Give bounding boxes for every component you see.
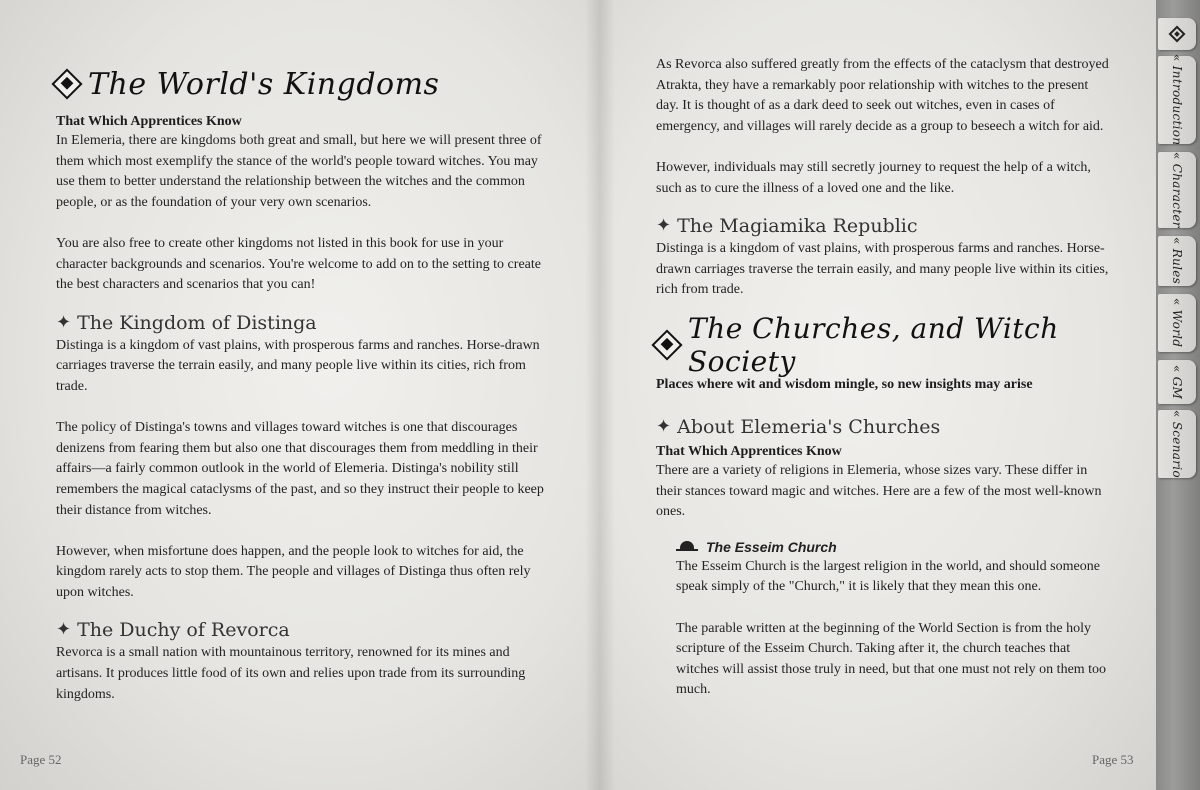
tab-scenario[interactable] (1158, 410, 1196, 478)
right-column (656, 55, 1112, 701)
tab-world[interactable] (1158, 294, 1196, 352)
tab-label: « Character (1170, 152, 1184, 228)
tab-label: « Introduction (1170, 54, 1184, 145)
section-title: The Magiamika Republic (677, 215, 918, 238)
sparkle-icon: ✦ (56, 311, 72, 333)
diamond-icon (51, 68, 82, 99)
page-number-right: Page 53 (1092, 752, 1134, 767)
lead-label: That Which Apprentices Know (656, 443, 842, 459)
section-title: The Kingdom of Distinga (77, 311, 317, 334)
distinga-paragraph-1: Distinga is a kingdom of vast plains, with prosperous farms and ranches. Horse-drawn carriages traverse the terrain easily, and many people live within its cities, rich from trade. (56, 337, 540, 394)
tab-gm[interactable] (1158, 360, 1196, 404)
tab-rules[interactable] (1158, 236, 1196, 286)
esseim-paragraph-2: The parable written at the beginning of the World Section is from the holy scripture of the Esseim Church. Taking after it, the church teaches that witches will assist those truly in need, but that one must not rely on them too much. (676, 620, 1107, 698)
revorca-paragraph: Revorca is a small nation with mountainous territory, renowned for its mines and artisans. It produces little food of its own and relies upon trade from its surrounding kingdoms. (56, 645, 526, 702)
sparkle-icon: ✦ (656, 415, 672, 437)
section-heading-magiamika (656, 213, 1112, 239)
tab-label: « Rules (1170, 237, 1184, 284)
subsection-heading-esseim (676, 537, 1112, 557)
churches-paragraph: There are a variety of religions in Elemeria, whose sizes vary. These differ in their stances toward magic and witches. Here are a few of the most well-known ones. (656, 462, 1102, 520)
tab-character[interactable] (1158, 152, 1196, 228)
distinga-paragraph-2: The policy of Distinga's towns and villages toward witches is one that discourages denizens from fearing them but also one that discourages them from meddling in their affairs—a fairly common outlook in the world of Elemeria. Distinga's nobility still remembers the magical cataclysms of the past, and so they instruct their people to keep their distance from witches. (56, 420, 544, 518)
chapter-tab-strip (1156, 0, 1200, 790)
chapter-title: The Churches, and Witch Society (688, 311, 1059, 378)
chapter-heading-churches (656, 311, 1112, 378)
tab-label: « GM (1170, 365, 1184, 399)
tab-label: « Scenario (1170, 410, 1184, 478)
chapter-heading-kingdoms (56, 62, 546, 106)
chapter-tagline: Places where wit and wisdom mingle, so new insights may arise (656, 376, 1033, 392)
tab-label: « World (1170, 298, 1184, 347)
church-emblem-icon (676, 541, 698, 553)
chapter-title: The World's Kingdoms (88, 66, 440, 102)
section-heading-distinga (56, 310, 546, 336)
tab-introduction[interactable] (1158, 56, 1196, 144)
right-page (600, 0, 1156, 790)
left-column (56, 62, 546, 705)
page-number-left: Page 52 (20, 752, 62, 767)
section-heading-churches (656, 414, 1112, 440)
revorca-continued-2: However, individuals may still secretly journey to request the help of a witch, such as to cure the illness of a loved one and the like. (656, 159, 1091, 196)
section-heading-revorca (56, 617, 546, 643)
page-gutter (585, 0, 615, 790)
esseim-paragraph-1: The Esseim Church is the largest religion in the world, and should someone speak simply of the "Church," it is likely that they mean this one. (676, 558, 1100, 595)
sparkle-icon: ✦ (56, 619, 72, 641)
intro-paragraph-1: In Elemeria, there are kingdoms both great and small, but here we will present three of them which most exemplify the stance of the world's people toward witches. You may use them to better understand the relationship between the witches and the common people, or as the foundation of your very own scenarios. (56, 133, 542, 210)
tab-home[interactable] (1158, 18, 1196, 50)
section-title: The Duchy of Revorca (77, 619, 290, 642)
revorca-continued-1: As Revorca also suffered greatly from the effects of the cataclysm that destroyed Atrakta, they have a remarkably poor relationship with witches to the present day. It is thought of as a dark deed to seek out witches, even in cases of emergency, and villages will rarely decide as a group to beseech a witch for aid. (656, 57, 1109, 134)
diamond-icon (1169, 26, 1186, 43)
diamond-icon (651, 329, 682, 360)
magiamika-paragraph: Distinga is a kingdom of vast plains, with prosperous farms and ranches. Horse-drawn carriages traverse the terrain easily, and many people live within its cities, rich from trade. (656, 241, 1109, 298)
subsection-title: The Esseim Church (706, 538, 837, 555)
distinga-paragraph-3: However, when misfortune does happen, and the people look to witches for aid, the kingdom rarely acts to stop them. The people and villages of Distinga thus often rely upon witches. (56, 543, 531, 600)
sparkle-icon: ✦ (656, 215, 672, 237)
lead-label: That Which Apprentices Know (56, 114, 242, 129)
intro-paragraph-2: You are also free to create other kingdoms not listed in this book for use in your character backgrounds and scenarios. You're welcome to add on to the setting to create the best characters and scenarios that you can! (56, 235, 541, 293)
section-title: About Elemeria's Churches (677, 415, 941, 438)
